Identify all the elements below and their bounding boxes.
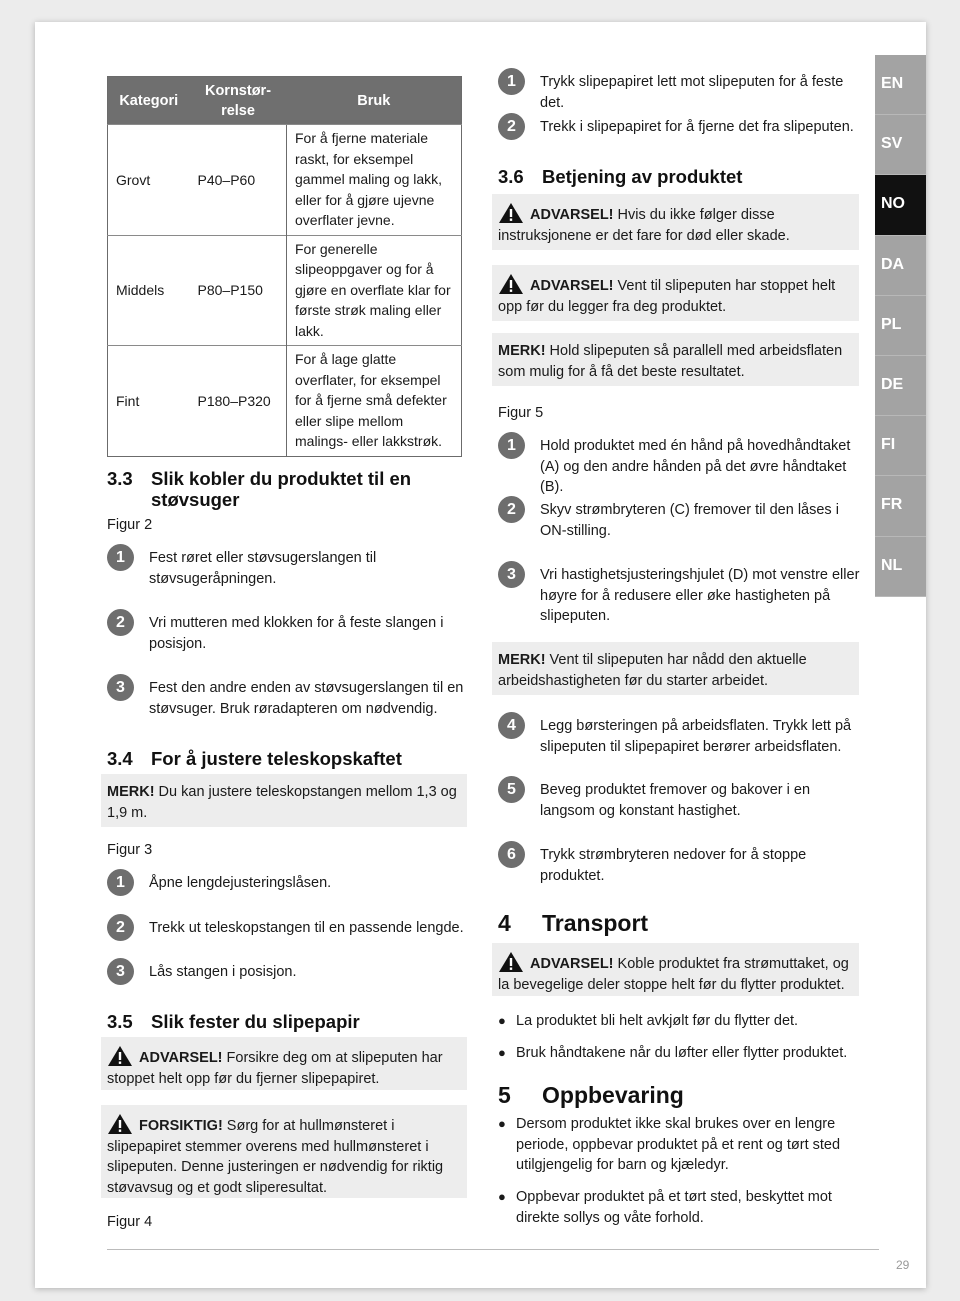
warning-box	[492, 194, 859, 250]
grit-table	[107, 76, 462, 457]
note-text: Hold slipeputen så parallell med arbeidsflaten som mulig for å få det beste resultatet.	[498, 343, 843, 380]
step-number-badge: 2	[498, 113, 525, 140]
warning-icon	[498, 202, 524, 224]
warning-box	[492, 943, 859, 996]
step-number-badge: 4	[498, 712, 525, 739]
step-number-badge: 3	[107, 958, 134, 985]
step-number-badge: 1	[498, 68, 525, 95]
bullet-icon: ●	[498, 1189, 506, 1204]
note-text: Du kan justere teleskopstangen mellom 1,3 og 1,9 m.	[107, 784, 457, 821]
warning-label: ADVARSEL!	[139, 1050, 223, 1066]
bullet-icon: ●	[498, 1116, 506, 1131]
tab-fr[interactable]: FR	[875, 476, 926, 536]
section-heading-3-4: 3.4 For å justere teleskopskaftet	[107, 748, 402, 769]
cell-use: For generelle slipeoppgaver og for å gjøre en overflate klar for første strøk maling eller lakk.	[287, 235, 462, 346]
page-number: 29	[896, 1258, 910, 1272]
step-number-badge: 3	[498, 561, 525, 588]
figure-label: Figur 2	[107, 517, 153, 533]
step-text: Vri mutteren med klokken for å feste slangen i posisjon.	[149, 615, 444, 652]
note-box	[492, 642, 859, 695]
note-label: MERK!	[498, 343, 546, 359]
warning-text: Koble produktet fra strømuttaket, og la bevegelige deler stoppe helt før du flytter produktet.	[498, 956, 849, 993]
tab-sv[interactable]: SV	[875, 115, 926, 175]
cell-grit: P180–P320	[190, 346, 287, 457]
table-row	[108, 346, 462, 457]
section-heading-3-6: 3.6 Betjening av produktet	[498, 166, 743, 187]
table-header-row	[108, 77, 462, 125]
tab-en[interactable]: EN	[875, 55, 926, 115]
step-number-badge: 2	[107, 609, 134, 636]
tab-fi[interactable]: FI	[875, 416, 926, 476]
cell-use: For å lage glatte overflater, for eksempel for å fjerne små defekter eller slipe mellom malings- eller lakkstrøk.	[287, 346, 462, 457]
figure-label: Figur 5	[498, 405, 544, 421]
step-text: Fest røret eller støvsugerslangen til støvsugeråpningen.	[149, 550, 377, 587]
caution-text: Sørg for at hullmønsteret i slipepapiret stemmer overens med hullmønsteret i slipeputen. Denne justeringen er nødvendig for riktig støvavsug og et godt sliperesultat.	[107, 1118, 444, 1196]
step-text: Vri hastighetsjusteringshjulet (D) mot venstre eller høyre for å redusere eller øke hastigheten på slipeputen.	[540, 567, 860, 624]
cell-grit: P40–P60	[190, 125, 287, 236]
warning-text: Vent til slipeputen har stoppet helt opp før du legger fra deg produktet.	[498, 278, 836, 315]
header-grit: Kornstør- relse	[190, 77, 287, 125]
note-text: Vent til slipeputen har nådd den aktuelle arbeidshastigheten før du starter arbeidet.	[498, 652, 807, 689]
step-text: Trekk ut teleskopstangen til en passende lengde.	[149, 920, 464, 936]
section-heading-5: 5 Oppbevaring	[498, 1082, 684, 1108]
bullet-text: La produktet bli helt avkjølt før du flytter det.	[516, 1013, 799, 1029]
warning-text: Hvis du ikke følger disse instruksjonene er det fare for død eller skade.	[498, 207, 790, 244]
language-tabs	[875, 55, 926, 597]
section-heading-3-5: 3.5 Slik fester du slipepapir	[107, 1011, 360, 1032]
cell-grit: P80–P150	[190, 235, 287, 346]
step-number-badge: 1	[498, 432, 525, 459]
section-heading-3-3: 3.3 Slik kobler du produktet til en støvsuger	[107, 468, 412, 510]
table-row	[108, 125, 462, 236]
step-number-badge: 5	[498, 776, 525, 803]
footer-divider	[107, 1249, 879, 1250]
warning-text: Forsikre deg om at slipeputen har stoppet helt opp før du fjerner slipepapiret.	[107, 1050, 443, 1087]
step-number-badge: 3	[107, 674, 134, 701]
bullet-icon: ●	[498, 1045, 506, 1060]
caution-label: FORSIKTIG!	[139, 1118, 223, 1134]
step-text: Hold produktet med én hånd på hovedhåndtaket (A) og den andre hånden på det øvre håndtaket (B).	[540, 438, 851, 495]
step-number-badge: 2	[107, 914, 134, 941]
bullet-text: Bruk håndtakene når du løfter eller flytter produktet.	[516, 1045, 848, 1061]
bullet-text: Dersom produktet ikke skal brukes over en lengre periode, oppbevar produktet på et rent og tørt sted utilgjengelig for barn og kjæledyr.	[516, 1116, 841, 1173]
caution-box	[101, 1105, 467, 1198]
step-text: Trykk slipepapiret lett mot slipeputen for å feste det.	[540, 74, 844, 111]
step-text: Trekk i slipepapiret for å fjerne det fra slipeputen.	[540, 119, 854, 135]
header-use: Bruk	[287, 77, 462, 125]
table-row	[108, 235, 462, 346]
figure-label: Figur 4	[107, 1214, 153, 1230]
step-number-badge: 1	[107, 544, 134, 571]
warning-icon	[498, 951, 524, 973]
warning-label: ADVARSEL!	[530, 956, 614, 972]
warning-icon	[107, 1045, 133, 1067]
warning-label: ADVARSEL!	[530, 278, 614, 294]
cell-category: Fint	[108, 346, 190, 457]
note-box	[492, 333, 859, 386]
warning-box	[101, 1037, 467, 1090]
step-number-badge: 6	[498, 841, 525, 868]
warning-icon	[107, 1113, 133, 1135]
step-number-badge: 2	[498, 496, 525, 523]
note-label: MERK!	[498, 652, 546, 668]
note-label: MERK!	[107, 784, 155, 800]
step-text: Legg børsteringen på arbeidsflaten. Trykk lett på slipeputen til slipepapiret berører arbeidsflaten.	[540, 718, 852, 755]
step-text: Beveg produktet fremover og bakover i en langsom og konstant hastighet.	[540, 782, 811, 819]
step-text: Fest den andre enden av støvsugerslangen til en støvsuger. Bruk røradapteren om nødvendig.	[149, 680, 464, 717]
tab-nl[interactable]: NL	[875, 537, 926, 597]
cell-category: Grovt	[108, 125, 190, 236]
note-box	[101, 774, 467, 827]
step-number-badge: 1	[107, 869, 134, 896]
step-text: Skyv strømbryteren (C) fremover til den låses i ON-stilling.	[540, 502, 839, 539]
cell-use: For å fjerne materiale raskt, for eksempel gammel maling og lakk, eller for å gjøre ujevne overflater jevne.	[287, 125, 462, 236]
tab-da[interactable]: DA	[875, 236, 926, 296]
header-category: Kategori	[108, 77, 190, 125]
section-heading-4: 4 Transport	[498, 910, 649, 936]
step-text: Trykk strømbryteren nedover for å stoppe produktet.	[540, 847, 807, 884]
figure-label: Figur 3	[107, 842, 153, 858]
warning-icon	[498, 273, 524, 295]
cell-category: Middels	[108, 235, 190, 346]
warning-label: ADVARSEL!	[530, 207, 614, 223]
step-text: Lås stangen i posisjon.	[149, 964, 297, 980]
warning-box	[492, 265, 859, 321]
bullet-icon: ●	[498, 1013, 506, 1028]
tab-pl[interactable]: PL	[875, 296, 926, 356]
tab-de[interactable]: DE	[875, 356, 926, 416]
bullet-text: Oppbevar produktet på et tørt sted, beskyttet mot direkte sollys og våte forhold.	[516, 1189, 832, 1226]
tab-no[interactable]: NO	[875, 175, 926, 235]
step-text: Åpne lengdejusteringslåsen.	[149, 875, 332, 891]
